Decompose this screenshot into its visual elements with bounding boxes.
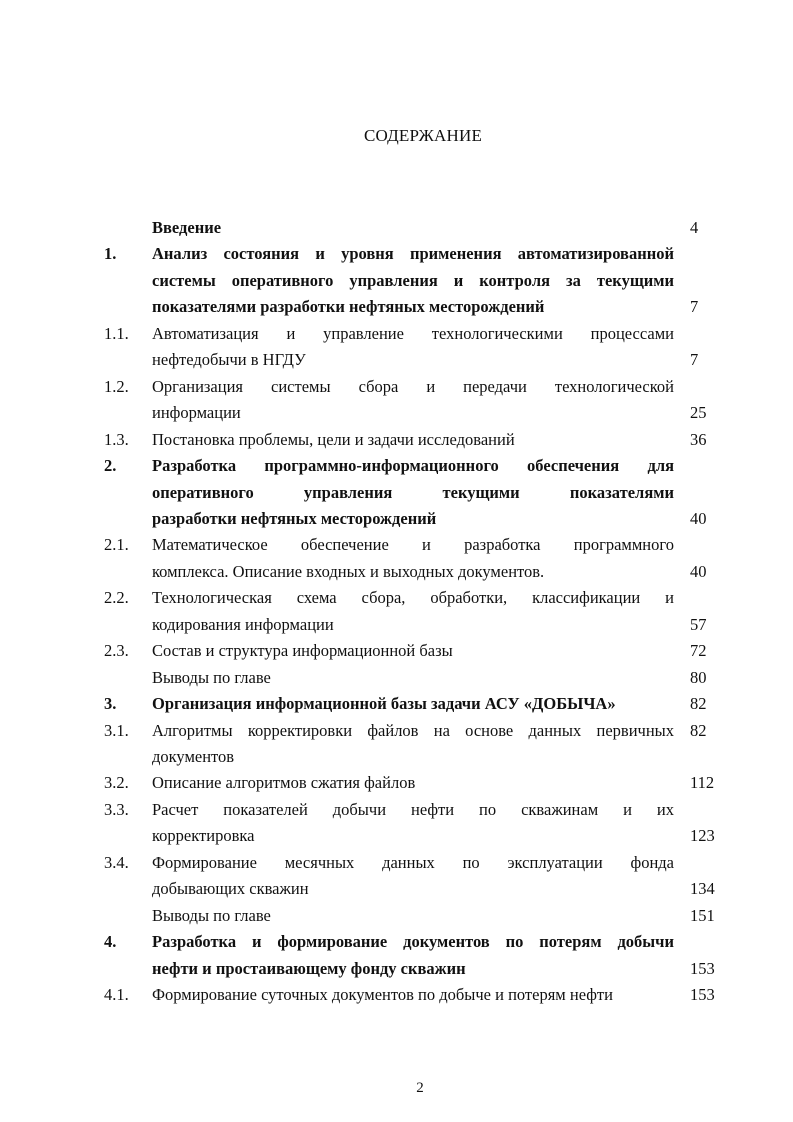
toc-entry-page: 123 [690, 826, 715, 846]
toc-entry-page: 82 [690, 694, 707, 714]
toc-entry-title: комплекса. Описание входных и выходных документов. [152, 561, 545, 581]
toc-entry-title: документов [152, 747, 235, 766]
toc-entry-page: 57 [690, 614, 707, 634]
toc-entry [0, 453, 793, 480]
toc-entry [0, 268, 793, 295]
toc-entry-title: Состав и структура информационной базы [152, 641, 453, 661]
toc-entry-title: показателями разработки нефтяных месторождений [152, 297, 545, 317]
toc-entry [0, 903, 793, 930]
toc-entry-title: Алгоритмы корректировки файлов на основе данных первичных [152, 720, 674, 740]
toc-entry [0, 506, 793, 533]
toc-entry-number: 4.1. [104, 985, 129, 1005]
toc-entry-title: Постановка проблемы, цели и задачи исследований [152, 429, 515, 449]
toc-entry-title: информации [152, 403, 241, 423]
toc-entry-number: 2. [104, 456, 117, 476]
toc-entry-title: разработки нефтяных месторождений [152, 508, 437, 528]
toc-entry-title: оперативного управления текущими показателями [152, 482, 674, 502]
toc-entry-page: 7 [690, 350, 699, 370]
toc-entry-number: 2.3. [104, 641, 129, 661]
toc-entry [0, 982, 793, 1009]
toc-entry [0, 691, 793, 718]
toc-entry-title: Математическое обеспечение и разработка программного [152, 535, 674, 555]
toc-entry [0, 929, 793, 956]
toc-entry-title: корректировка [152, 826, 255, 846]
toc-entry [0, 321, 793, 348]
toc-entry-title: Выводы по главе [152, 667, 271, 687]
toc-entry-number: 2.2. [104, 588, 129, 608]
toc-entry-title: Организация информационной базы задачи АСУ «ДОБЫЧА» [152, 694, 616, 714]
toc-entry-page: 7 [690, 297, 699, 317]
toc-entry [0, 850, 793, 877]
toc-entry-title: Описание алгоритмов сжатия файлов [152, 773, 416, 793]
toc-entry-number: 3.4. [104, 852, 129, 872]
toc-entry-title: нефти и простаивающему фонду скважин [152, 958, 466, 978]
toc-entry-title: системы оперативного управления и контроля за текущими [152, 270, 674, 290]
toc-entry-page: 72 [690, 641, 707, 661]
toc-entry-number: 4. [104, 932, 117, 952]
toc-entry-number: 3.2. [104, 773, 129, 793]
toc-entry-page: 153 [690, 958, 715, 978]
toc-entry [0, 400, 793, 427]
toc-entry [0, 956, 793, 983]
toc-entry [0, 718, 793, 745]
toc-entry [0, 559, 793, 586]
toc-entry [0, 215, 793, 242]
toc-entry-title: Расчет показателей добычи нефти по скважинам и их [152, 799, 674, 819]
toc-entry [0, 823, 793, 850]
toc-entry-page: 40 [690, 561, 707, 581]
toc-entry-number: 1.1. [104, 323, 129, 343]
toc-entry-title: Технологическая схема сбора, обработки, классификации и [152, 588, 674, 608]
toc-entry [0, 797, 793, 824]
toc-entry-title: кодирования информации [152, 614, 334, 634]
toc-entry-title: Анализ состояния и уровня применения автоматизированной [152, 244, 674, 264]
toc-entry-title: Автоматизация и управление технологическими процессами [152, 323, 674, 343]
toc-entry-number: 3. [104, 694, 117, 714]
toc-entry-title: Выводы по главе [152, 905, 271, 925]
toc-entry-number: 3.1. [104, 720, 129, 740]
toc-entry-number: 3.3. [104, 799, 129, 819]
toc-entry-page: 40 [690, 508, 707, 528]
toc-entry-title: Введение [152, 218, 222, 237]
toc-entry-title: Разработка программно-информационного обеспечения для [152, 456, 674, 476]
toc-entry-number: 1.2. [104, 376, 129, 396]
toc-entry-page: 151 [690, 905, 715, 925]
toc-entry [0, 427, 793, 454]
toc-entry [0, 665, 793, 692]
toc-entry [0, 241, 793, 268]
toc-entry-title: Организация системы сбора и передачи технологической [152, 376, 674, 396]
toc-entry-page: 112 [690, 773, 715, 793]
toc-entry-title: добывающих скважин [152, 879, 309, 899]
toc-entry [0, 744, 793, 771]
page-number: 2 [416, 1080, 424, 1096]
toc-entry [0, 612, 793, 639]
toc-entry-title: Формирование месячных данных по эксплуатации фонда [152, 852, 674, 872]
toc-entry-title: нефтедобычи в НГДУ [152, 350, 306, 370]
toc-entry-number: 2.1. [104, 535, 129, 555]
toc-entry-page: 25 [690, 403, 707, 423]
toc-entry [0, 876, 793, 903]
toc-entry-page: 36 [690, 429, 707, 449]
toc-entry [0, 480, 793, 507]
toc-entry-number: 1.3. [104, 429, 129, 449]
page-title: СОДЕРЖАНИЕ [363, 126, 483, 145]
toc-entry-page: 80 [690, 667, 707, 687]
toc-entry-page: 4 [690, 218, 699, 237]
toc-entry [0, 347, 793, 374]
toc-entry-page: 153 [690, 985, 715, 1005]
toc-entry [0, 532, 793, 559]
toc-entry [0, 770, 793, 797]
toc-entry [0, 294, 793, 321]
toc-entry-title: Формирование суточных документов по добыче и потерям нефти [152, 985, 613, 1005]
toc-entry-page: 134 [690, 879, 715, 899]
toc-entry-page: 82 [690, 720, 707, 740]
toc-entry [0, 374, 793, 401]
toc-entry-number: 1. [104, 244, 117, 264]
toc-entry [0, 585, 793, 612]
toc-entry-title: Разработка и формирование документов по потерям добычи [152, 932, 674, 952]
toc-entry [0, 638, 793, 665]
